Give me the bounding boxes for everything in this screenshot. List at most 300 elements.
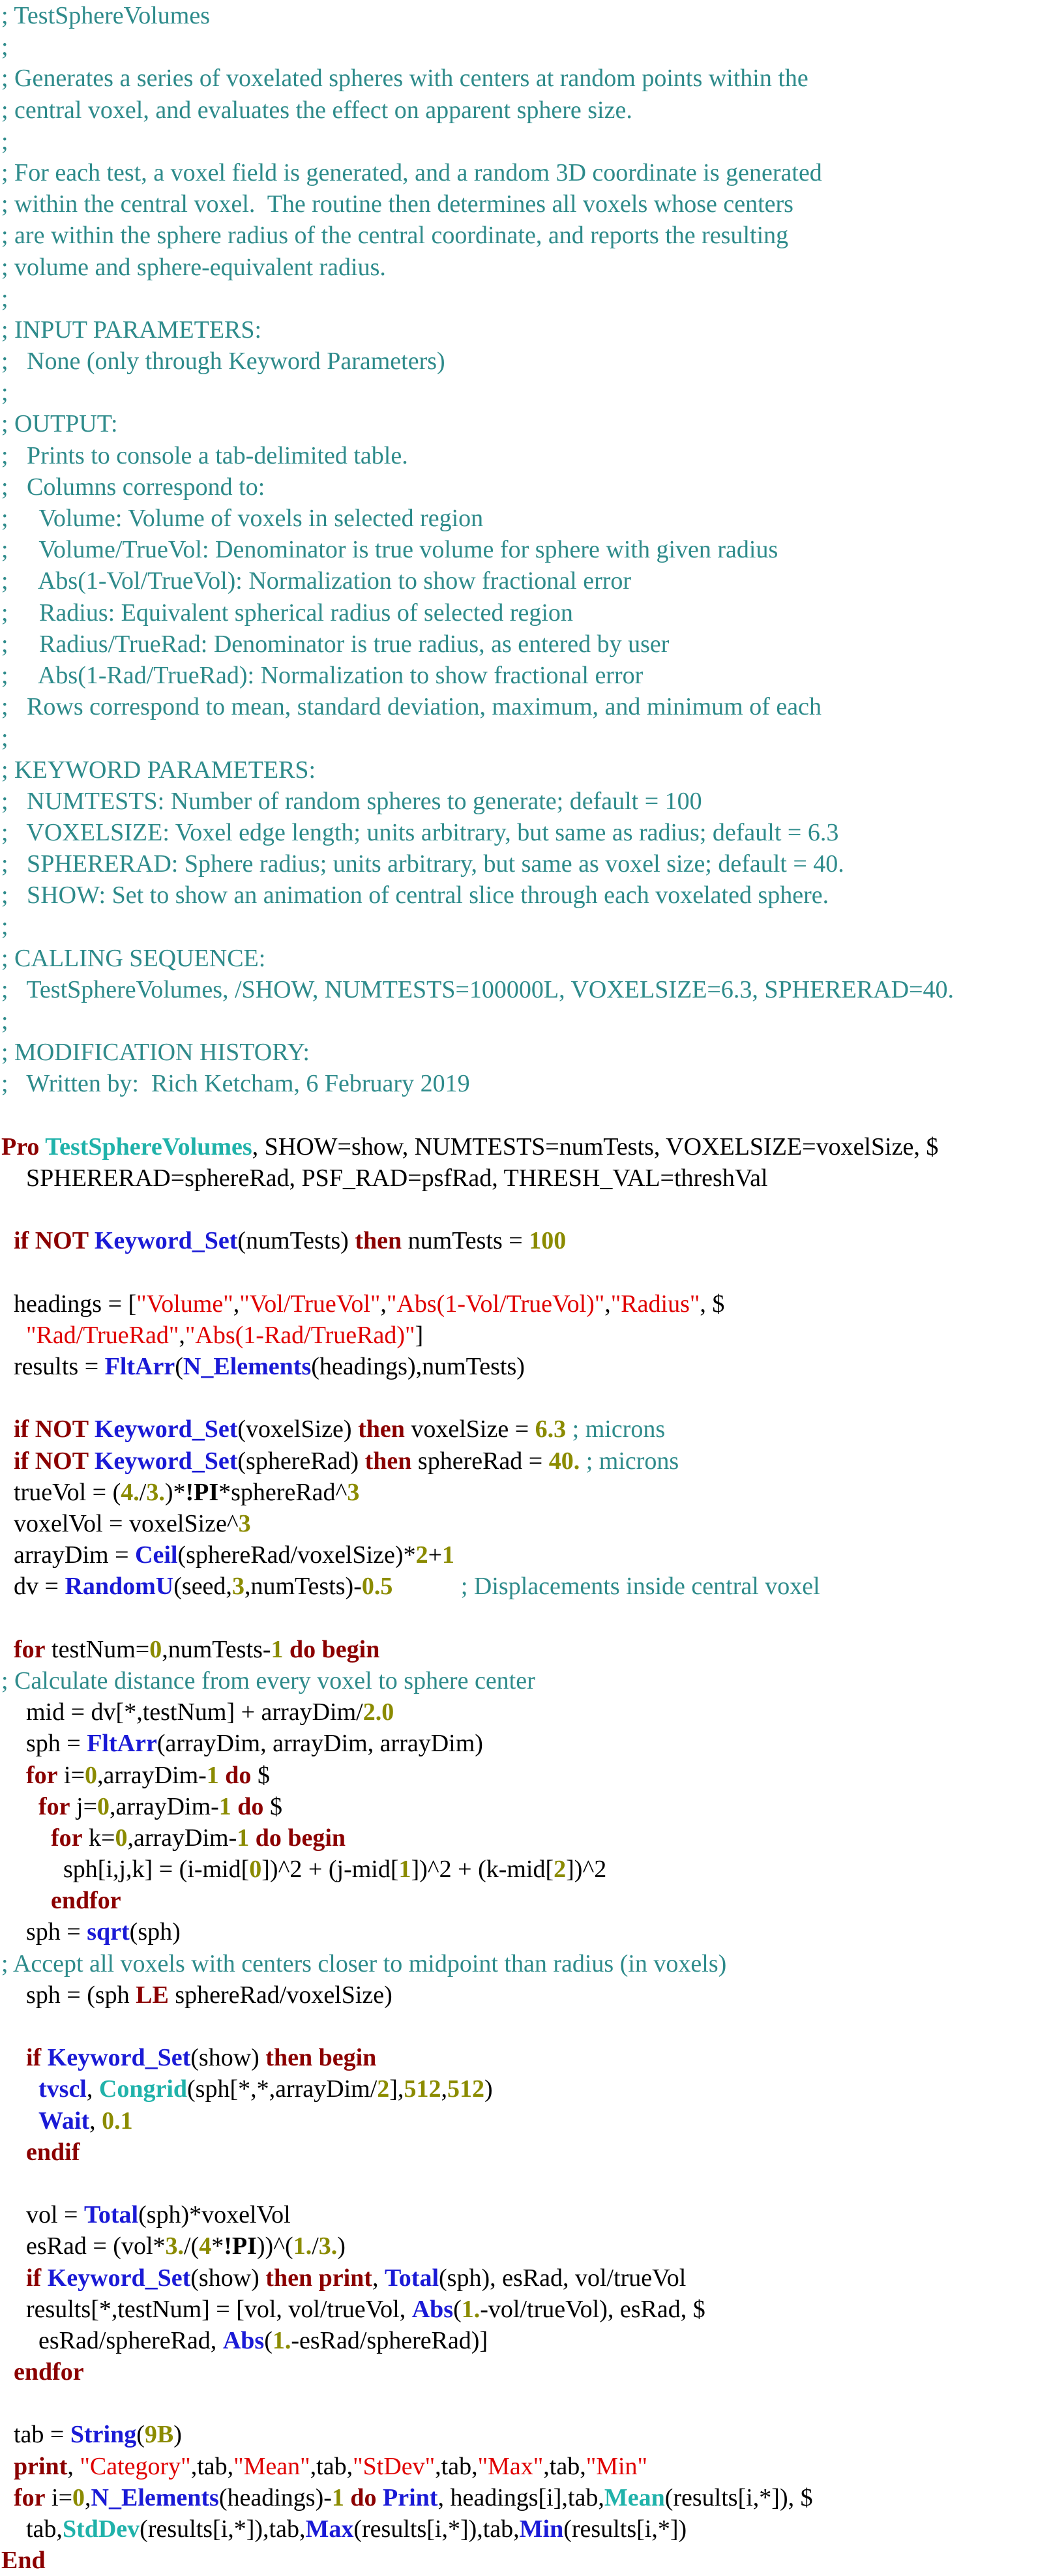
- code-text: sphereRad/voxelSize): [168, 1981, 392, 2009]
- code-text: [1, 1887, 51, 1914]
- code-line: [1, 2262, 1051, 2294]
- code-text: +: [428, 1541, 443, 1569]
- code-text: ,: [380, 1290, 387, 1318]
- code-text: (results[i,*]),tab,: [353, 2515, 520, 2543]
- function-token: Ceil: [135, 1541, 178, 1569]
- code-text: sphereRad =: [411, 1447, 549, 1475]
- keyword-token: for: [51, 1824, 83, 1852]
- comment-token: ; Accept all voxels with centers closer to midpoint than radius (in voxels): [1, 1949, 727, 1977]
- number-token: 0.1: [102, 2107, 133, 2135]
- code-text: (results[i,*]), $: [664, 2483, 813, 2511]
- code-line: [1, 1539, 1051, 1571]
- code-line: [1, 1288, 1051, 1320]
- string-token: "Volume": [136, 1290, 233, 1318]
- code-line: [1, 786, 1051, 817]
- string-token: "Vol/TrueVol": [239, 1290, 381, 1318]
- comment-token: ; TestSphereVolumes: [1, 2, 210, 29]
- code-text: [1, 1793, 38, 1820]
- code-line: [1, 1885, 1051, 1916]
- code-line: [1, 1037, 1051, 1068]
- code-line: [1, 2482, 1051, 2513]
- code-line: [1, 911, 1051, 942]
- code-text: esRad = (vol*: [1, 2232, 166, 2260]
- number-token: 1: [237, 1824, 250, 1852]
- code-text: sph = (sph: [1, 1981, 136, 2009]
- function-token: Abs: [411, 2295, 454, 2323]
- code-line: [1, 597, 1051, 629]
- code-line: [1, 1100, 1051, 1131]
- comment-token: ; Calculate distance from every voxel to sphere center: [1, 1666, 535, 1695]
- keyword-token: then print: [265, 2264, 372, 2292]
- number-token: 2.0: [363, 1698, 394, 1726]
- code-text: ))^(: [256, 2232, 293, 2260]
- keyword-token: then: [364, 1447, 412, 1475]
- number-token: 2: [377, 2075, 390, 2103]
- keyword-token: for: [26, 1761, 58, 1789]
- comment-token: ; within the central voxel. The routine then determines all voxels whose centers: [1, 190, 793, 218]
- code-text: ,: [179, 1321, 185, 1349]
- code-line: [1, 471, 1051, 503]
- system-function-token: StdDev: [62, 2515, 140, 2543]
- code-text: ,arrayDim-: [97, 1761, 207, 1789]
- code-text: dv =: [1, 1573, 65, 1601]
- comment-token: ; microns: [566, 1415, 666, 1443]
- system-function-token: Congrid: [98, 2075, 188, 2103]
- function-token: Total: [84, 2201, 139, 2229]
- code-line: [1, 188, 1051, 220]
- number-token: 0: [149, 1635, 162, 1663]
- code-text: ,: [86, 2075, 99, 2103]
- code-line: [1, 1225, 1051, 1256]
- comment-token: ; Abs(1-Rad/TrueRad): Normalization to show fractional error: [1, 661, 644, 689]
- number-token: 3.: [318, 2232, 338, 2260]
- code-line: [1, 1822, 1051, 1854]
- code-text: trueVol = (: [1, 1478, 121, 1506]
- number-token: 1: [271, 1635, 284, 1663]
- code-text: [1, 1824, 51, 1852]
- code-text: headings = [: [1, 1290, 137, 1318]
- function-token: sqrt: [87, 1918, 130, 1946]
- code-line: [1, 157, 1051, 188]
- code-line: [1, 2388, 1051, 2419]
- code-text: ,: [372, 2264, 385, 2292]
- comment-token: ; CALLING SEQUENCE:: [1, 944, 266, 972]
- code-text: (sph[*,*,arrayDim/: [187, 2075, 377, 2103]
- code-line: [1, 0, 1051, 31]
- code-text: /: [312, 2232, 319, 2260]
- code-text: ,: [85, 2483, 91, 2511]
- comment-token: ;: [1, 379, 8, 407]
- code-line: [1, 1131, 1051, 1162]
- keyword-token: for: [14, 2483, 46, 2511]
- string-token: "Rad/TrueRad": [26, 1321, 179, 1349]
- code-text: $: [263, 1792, 282, 1820]
- code-text: voxelVol = voxelSize^: [1, 1510, 239, 1537]
- code-text: ,numTests)-: [244, 1573, 362, 1601]
- comment-token: ; Displacements inside central voxel: [392, 1573, 820, 1601]
- code-line: [1, 2011, 1051, 2042]
- code-line: [1, 503, 1051, 534]
- comment-token: ; Rows correspond to mean, standard deviation, maximum, and minimum of each: [1, 693, 822, 721]
- code-text: i=: [57, 1761, 85, 1789]
- keyword-token: for: [38, 1792, 70, 1820]
- keyword-token: then: [355, 1227, 402, 1255]
- code-text: ,: [604, 1290, 611, 1318]
- number-token: 3: [238, 1510, 251, 1537]
- code-line: [1, 1571, 1051, 1602]
- code-text: k=: [82, 1824, 115, 1852]
- number-token: 6.3: [535, 1415, 567, 1443]
- comment-token: ; Volume: Volume of voxels in selected region: [1, 505, 484, 532]
- code-line: [1, 1979, 1051, 2011]
- code-line: [1, 691, 1051, 722]
- keyword-token: endif: [26, 2138, 80, 2166]
- code-text: ,tab,: [310, 2452, 353, 2480]
- string-token: "Abs(1-Rad/TrueRad)": [185, 1321, 415, 1349]
- code-text: ,: [67, 2452, 80, 2480]
- code-text: ],: [389, 2075, 404, 2103]
- code-line: [1, 1320, 1051, 1351]
- code-line: [1, 220, 1051, 251]
- comment-token: ; NUMTESTS: Number of random spheres to generate; default = 100: [1, 787, 702, 815]
- code-line: [1, 1005, 1051, 1037]
- function-token: Min: [519, 2515, 564, 2543]
- code-text: tab =: [1, 2421, 70, 2449]
- code-text: (sph), esRad, vol/trueVol: [439, 2264, 687, 2292]
- comment-token: ; microns: [580, 1447, 679, 1475]
- comment-token: ; INPUT PARAMETERS:: [1, 316, 262, 344]
- code-line: [1, 943, 1051, 974]
- code-text: [1, 2075, 38, 2103]
- code-text: (seed,: [173, 1573, 232, 1601]
- keyword-token: do: [344, 2483, 383, 2511]
- system-variable-token: !PI: [185, 1478, 219, 1506]
- code-text: ,numTests-: [162, 1635, 271, 1663]
- number-token: 0: [85, 1761, 98, 1789]
- keyword-token: do: [231, 1792, 264, 1820]
- code-text: /(: [184, 2232, 200, 2260]
- code-line: [1, 2294, 1051, 2325]
- comment-token: ; For each test, a voxel field is generated, and a random 3D coordinate is generated: [1, 158, 822, 186]
- code-text: i=: [45, 2483, 73, 2511]
- code-line: [1, 2073, 1051, 2105]
- number-token: 1: [398, 1856, 411, 1884]
- keyword-token: print: [14, 2452, 68, 2480]
- code-line: [1, 1665, 1051, 1696]
- code-line: [1, 1194, 1051, 1225]
- string-token: "Min": [585, 2452, 648, 2480]
- code-text: *: [211, 2232, 224, 2260]
- keyword-token: End: [1, 2547, 46, 2575]
- code-text: [1, 2044, 26, 2071]
- function-token: Wait: [38, 2107, 90, 2135]
- code-line: [1, 2199, 1051, 2230]
- code-text: (results[i,*]),tab,: [140, 2515, 306, 2543]
- number-token: 0: [72, 2483, 85, 2511]
- number-token: 0: [249, 1856, 262, 1884]
- number-token: 0: [97, 1792, 110, 1820]
- keyword-token: if NOT: [14, 1415, 95, 1443]
- code-line: [1, 2513, 1051, 2545]
- code-text: /: [139, 1478, 147, 1506]
- code-text: voxelSize =: [404, 1415, 535, 1443]
- code-line: [1, 1916, 1051, 1947]
- code-text: (arrayDim, arrayDim, arrayDim): [156, 1730, 483, 1758]
- number-token: 1: [206, 1761, 219, 1789]
- code-text: (: [453, 2295, 462, 2323]
- code-text: [1, 1762, 26, 1789]
- number-token: 3.: [165, 2232, 185, 2260]
- number-token: 1.: [461, 2295, 481, 2323]
- comment-token: ; SPHERERAD: Sphere radius; units arbitrary, but same as voxel size; default = 40.: [1, 850, 844, 878]
- number-token: 3: [347, 1478, 360, 1506]
- code-line: [1, 722, 1051, 754]
- number-token: 0.5: [361, 1573, 393, 1601]
- comment-token: ; Radius: Equivalent spherical radius of selected region: [1, 599, 573, 627]
- code-text: [1, 2484, 14, 2511]
- code-line: [1, 1508, 1051, 1539]
- code-line: [1, 2325, 1051, 2356]
- number-token: 512: [404, 2075, 441, 2103]
- function-token: RandomU: [65, 1573, 174, 1601]
- function-token: Abs: [222, 2326, 265, 2354]
- code-text: (sphereRad/voxelSize)*: [177, 1541, 416, 1569]
- code-line: [1, 2356, 1051, 2388]
- keyword-token: then begin: [265, 2044, 377, 2072]
- code-text: ,: [89, 2107, 102, 2135]
- code-text: [1, 1415, 14, 1443]
- code-text: (sph): [129, 1918, 181, 1946]
- code-text: (: [136, 2421, 145, 2449]
- code-line: [1, 1414, 1051, 1445]
- code-text: [1, 2264, 26, 2292]
- code-text: tab,: [1, 2515, 63, 2543]
- code-line: [1, 377, 1051, 408]
- code-text: ,arrayDim-: [110, 1792, 219, 1820]
- string-token: "Mean": [233, 2452, 310, 2480]
- number-token: 9B: [144, 2421, 174, 2449]
- code-text: (headings)-: [218, 2483, 332, 2511]
- code-text: numTests =: [402, 1227, 529, 1255]
- code-line: [1, 1603, 1051, 1634]
- number-token: 1: [442, 1541, 455, 1569]
- comment-token: ;: [1, 1007, 8, 1035]
- code-line: [1, 1854, 1051, 1885]
- code-text: [1, 2139, 26, 2166]
- code-text: (headings),numTests): [311, 1353, 525, 1381]
- code-line: [1, 1382, 1051, 1414]
- code-line: [1, 534, 1051, 565]
- code-text: [1, 1227, 14, 1254]
- number-token: 40.: [548, 1447, 580, 1475]
- number-token: 1: [218, 1792, 231, 1820]
- function-token: String: [70, 2421, 137, 2449]
- function-token: N_Elements: [183, 1353, 312, 1381]
- comment-token: ;: [1, 724, 8, 752]
- number-token: 0: [115, 1824, 128, 1852]
- code-line: [1, 660, 1051, 691]
- code-text: ): [484, 2075, 493, 2103]
- code-line: [1, 1760, 1051, 1791]
- keyword-token: then: [358, 1415, 405, 1443]
- code-line: [1, 252, 1051, 283]
- code-text: , headings[i],tab,: [437, 2483, 604, 2511]
- code-line: [1, 2545, 1051, 2576]
- code-text: (numTests): [237, 1227, 355, 1255]
- code-text: ,tab,: [190, 2452, 234, 2480]
- comment-token: ; Radius/TrueRad: Denominator is true radius, as entered by user: [1, 630, 670, 658]
- code-text: ): [173, 2421, 182, 2449]
- function-token: Keyword_Set: [94, 1227, 238, 1255]
- comment-token: ; VOXELSIZE: Voxel edge length; units arbitrary, but same as radius; default = 6.3: [1, 818, 839, 846]
- code-text: [1, 1322, 26, 1349]
- code-text: ])^2 + (k-mid[: [411, 1856, 554, 1884]
- code-text: results =: [1, 1353, 105, 1381]
- code-text: [1, 2453, 14, 2480]
- code-line: [1, 95, 1051, 126]
- function-token: Total: [384, 2264, 439, 2292]
- system-variable-token: !PI: [224, 2232, 257, 2260]
- code-line: [1, 629, 1051, 660]
- code-text: sph =: [1, 1730, 87, 1758]
- code-text: ,: [441, 2075, 447, 2103]
- string-token: "Max": [477, 2452, 544, 2480]
- comment-token: ; None (only through Keyword Parameters): [1, 348, 445, 376]
- number-token: 1: [331, 2483, 344, 2511]
- string-token: "StDev": [353, 2452, 436, 2480]
- code-text: vol =: [1, 2201, 84, 2229]
- keyword-token: do begin: [249, 1824, 346, 1852]
- code-line: [1, 314, 1051, 346]
- code-line: [1, 974, 1051, 1005]
- number-token: 512: [447, 2075, 484, 2103]
- code-line: [1, 1162, 1051, 1194]
- number-token: 3: [231, 1573, 244, 1601]
- number-token: 1.: [293, 2232, 312, 2260]
- keyword-token: if: [26, 2264, 48, 2292]
- number-token: 4: [199, 2232, 212, 2260]
- code-text: (sphereRad): [237, 1447, 365, 1475]
- comment-token: ; Written by: Rich Ketcham, 6 February 2019: [1, 1070, 470, 1098]
- number-token: 100: [529, 1227, 567, 1255]
- function-token: N_Elements: [91, 2483, 219, 2511]
- code-text: [1, 1636, 14, 1663]
- code-line: [1, 2419, 1051, 2450]
- keyword-token: if NOT: [14, 1447, 95, 1475]
- comment-token: ;: [1, 33, 8, 61]
- code-line: [1, 126, 1051, 157]
- code-line: [1, 31, 1051, 63]
- code-line: [1, 880, 1051, 911]
- code-line: [1, 2451, 1051, 2482]
- function-token: Max: [305, 2515, 354, 2543]
- comment-token: ; MODIFICATION HISTORY:: [1, 1039, 310, 1067]
- function-token: Keyword_Set: [47, 2044, 191, 2072]
- keyword-token: if NOT: [14, 1227, 95, 1255]
- code-line: [1, 817, 1051, 848]
- code-line: [1, 1351, 1051, 1382]
- code-line: [1, 848, 1051, 880]
- system-function-token: Mean: [604, 2483, 665, 2511]
- code-text: ,: [233, 1290, 240, 1318]
- comment-token: ;: [1, 913, 8, 941]
- comment-token: ; TestSphereVolumes, /SHOW, NUMTESTS=100000L, VOXELSIZE=6.3, SPHERERAD=40.: [1, 975, 954, 1003]
- code-text: )*: [164, 1478, 186, 1506]
- number-token: 3.: [146, 1478, 165, 1506]
- code-line: [1, 1728, 1051, 1759]
- code-text: mid = dv[*,testNum] + arrayDim/: [1, 1698, 363, 1726]
- code-line: [1, 565, 1051, 597]
- code-line: [1, 2137, 1051, 2168]
- code-line: [1, 346, 1051, 377]
- function-token: Keyword_Set: [94, 1415, 238, 1443]
- function-token: FltArr: [87, 1730, 157, 1758]
- keyword-token: LE: [136, 1981, 169, 2009]
- keyword-token: do: [218, 1761, 252, 1789]
- code-line: [1, 1634, 1051, 1665]
- comment-token: ;: [1, 284, 8, 312]
- code-text: results[*,testNum] = [vol, vol/trueVol,: [1, 2295, 412, 2323]
- code-text: (show): [190, 2044, 266, 2072]
- comment-token: ; Columns correspond to:: [1, 473, 265, 501]
- comment-token: ;: [1, 127, 8, 155]
- keyword-token: endfor: [14, 2358, 84, 2386]
- code-text: ): [337, 2232, 346, 2260]
- code-line: [1, 754, 1051, 786]
- keyword-token: endfor: [51, 1887, 121, 1915]
- code-text: , SHOW=show, NUMTESTS=numTests, VOXELSIZE=voxelSize, $: [252, 1133, 939, 1161]
- code-line: [1, 1257, 1051, 1288]
- code-text: -vol/trueVol), esRad, $: [480, 2295, 705, 2323]
- number-token: 4.: [121, 1478, 140, 1506]
- code-line: [1, 2230, 1051, 2262]
- code-text: ,tab,: [543, 2452, 586, 2480]
- code-text: arrayDim =: [1, 1541, 136, 1569]
- number-token: 2: [415, 1541, 428, 1569]
- code-line: [1, 2105, 1051, 2137]
- code-text: ]: [415, 1321, 424, 1349]
- code-text: [1, 2358, 14, 2386]
- code-text: (results[i,*]): [563, 2515, 687, 2543]
- code-text: -esRad/sphereRad)]: [291, 2326, 488, 2354]
- code-text: ])^2: [566, 1856, 607, 1884]
- string-token: "Abs(1-Vol/TrueVol)": [386, 1290, 605, 1318]
- function-token: Keyword_Set: [47, 2264, 191, 2292]
- code-text: ,arrayDim-: [127, 1824, 237, 1852]
- code-text: (: [175, 1353, 183, 1381]
- code-text: esRad/sphereRad,: [1, 2326, 223, 2354]
- code-text: j=: [70, 1792, 98, 1820]
- code-text: (voxelSize): [237, 1415, 359, 1443]
- comment-token: ; SHOW: Set to show an animation of central slice through each voxelated sphere.: [1, 881, 829, 910]
- comment-token: ; KEYWORD PARAMETERS:: [1, 756, 316, 784]
- code-text: $: [251, 1761, 270, 1789]
- code-line: [1, 2042, 1051, 2073]
- code-text: *sphereRad^: [218, 1478, 348, 1506]
- code-text: sph =: [1, 1918, 87, 1946]
- code-text: testNum=: [45, 1635, 150, 1663]
- comment-token: ; Prints to console a tab-delimited table.: [1, 441, 408, 469]
- code-line: [1, 1948, 1051, 1979]
- number-token: 1.: [272, 2326, 291, 2354]
- code-text: sph[i,j,k] = (i-mid[: [1, 1856, 250, 1884]
- code-text: (show): [190, 2264, 266, 2292]
- code-line: [1, 1477, 1051, 1508]
- code-line: [1, 440, 1051, 471]
- keyword-token: do begin: [283, 1635, 380, 1663]
- comment-token: ; central voxel, and evaluates the effect on apparent sphere size.: [1, 96, 632, 124]
- function-token: Keyword_Set: [94, 1447, 238, 1475]
